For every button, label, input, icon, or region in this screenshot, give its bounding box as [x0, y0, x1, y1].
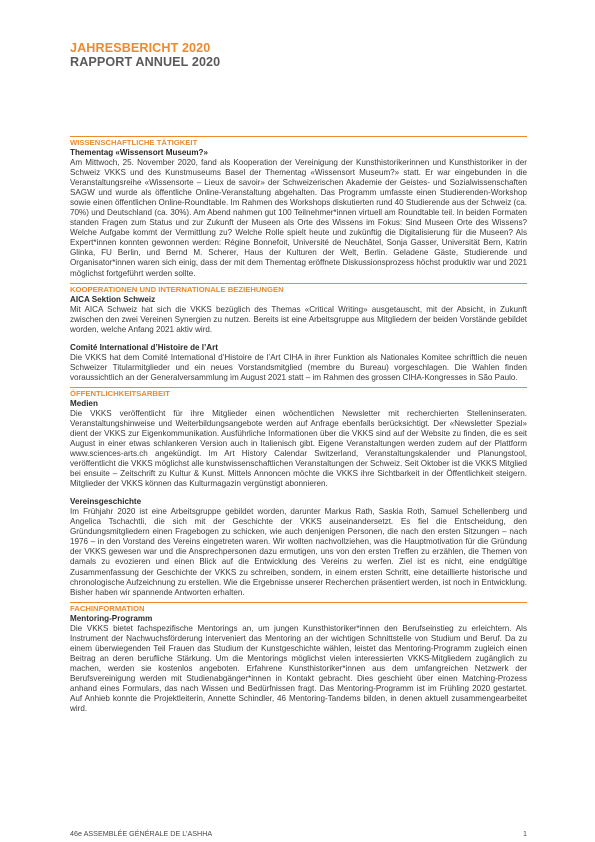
paragraph-vereinsgeschichte: Im Frühjahr 2020 ist eine Arbeitsgruppe gebildet worden, darunter Markus Rath, Saskia Roth, Samuel Schellenberg und Angelica Tschachtli, die sich mit der Geschichte der VKKS auseinandersetzt. Es fiel die Entscheidung, den Gründungsmitgliedern einen Fragebogen zu schicken, wie auch denjenigen Personen, die nach den ersten Sitzungen – nach 1976 – in den Vorstand des Vereins eingetreten waren. Wir wollten nachvollziehen, was die Hauptmotivation für die Gründung der VKKS gewesen war und die Ansprechpersonen dazu ermutigen, uns von den ersten Treffen zu erzählen, die Themen von damals zu evozieren und einen Blick auf die Entwicklung des Vereins zu werfen. Ziel ist es nicht, eine endgültige Zusammenfassung der Geschichte der VKKS zu schreiben, sondern, in einem ersten Schritt, eine detaillierte historische und chronologische Aufzeichnung zu erstellen. Wie die Ergebnisse unserer Recherchen präsentiert werden, ist noch in Entwicklung. Bisher haben wir spannende Antworten erhalten.	[70, 507, 527, 597]
subheading-aica: AICA Sektion Schweiz	[70, 294, 156, 304]
section-kooperationen	[70, 283, 527, 383]
page-number: 1	[523, 829, 527, 838]
paragraph-ciha: Die VKKS hat dem Comité International d’Histoire de l’Art CIHA in ihrer Funktion als Nationales Komitee schriftlich die neuen Schweizer Titularmitglieder und ein neues Vorstandsmitglied (membre du Bureau) vorgeschlagen. Die Wahlen finden voraussichtlich an der Generalversammlung im August 2021 statt – im Rahmen des grossen CIHA-Kongresses in São Paulo.	[70, 352, 527, 382]
page-footer	[70, 829, 527, 838]
section-heading: WISSENSCHAFTLICHE TÄTIGKEIT	[70, 138, 198, 147]
section-fachinformation	[70, 602, 527, 714]
report-title-french: RAPPORT ANNUEL 2020	[70, 55, 221, 69]
section-heading: FACHINFORMATION	[70, 603, 145, 613]
section-wissenschaftliche-taetigkeit	[70, 136, 527, 279]
subheading-medien: Medien	[70, 398, 98, 408]
paragraph-mentoring: Die VKKS bietet fachspezifische Mentorings an, um jungen Kunsthistoriker*innen den Berufseinstieg zu erleichtern. Als Instrument der Nachwuchsförderung interveniert das Mentoring an der wichtigen Schnittstelle von Studium und Beruf. Da zu einem überwiegenden Teil Frauen das Studium der Kunstgeschichte wählen, leistet das Mentoring-Programm zugleich einen Beitrag an deren berufliche Stärkung. Um die Mentorings möglichst vielen interessierten VKKS-Mitgliedern zugänglich zu machen, werden sie kostenlos angeboten. Erfahrene Kunsthistoriker*innen aus dem umfangreichen Netzwerk der Berufsvereinigung werden mit Studienabgänger*innen in Kontakt gebracht. Dies geschieht über einen Matching-Prozess anhand eines Formulars, das nach Wissen und Bedürfnissen fragt. Das Mentoring-Programm ist im Frühling 2020 gestartet. Auf Anhieb konnte die Projektleiterin, Annette Schindler, 46 Mentoring-Tandems bilden, in denen aktuell zusammengearbeitet wird.	[70, 623, 527, 714]
subheading-mentoring: Mentoring-Programm	[70, 613, 153, 623]
paragraph-aica: Mit AICA Schweiz hat sich die VKKS bezüglich des Themas «Critical Writing» ausgetauscht, mit der Absicht, in Zukunft zwischen den zwei Vereinen Synergien zu nutzen. Bereits ist eine Arbeitsgruppe aus Mitgliedern der beiden Vorstände gebildet worden, welche Anfang 2021 aktiv wird.	[70, 304, 527, 334]
paragraph-thementag: Am Mittwoch, 25. November 2020, fand als Kooperation der Vereinigung der Kunsthistorikerinnen und Kunsthistoriker in der Schweiz VKKS und des Kunstmuseums Basel der Thementag «Wissensort Museum?» statt. Er war eingebunden in die Veranstaltungsreihe «Wissensorte – Lieux de savoir» der Schweizerischen Akademie der Geistes- und Sozialwissenschaften SAGW und wurde als öffentliche Online-Veranstaltung abgehalten. Das Programm umfasste einen Studierenden-Workshop sowie einen öffentlichen Online-Roundtable. Im Rahmen des Workshops diskutierten rund 40 Studierende aus der Schweiz (ca. 70%) und Deutschland (ca. 30%). Am Abend nahmen gut 100 Teilnehmer*innen virtuell am Roundtable teil. In beiden Formaten standen Fragen zum Status und zur Zukunft der Museen als Orte des Wissens im Fokus: Sind Museen Orte des Wissens? Welche Aufgabe kommt der Vermittlung zu? Welche Rolle spielt heute und zukünftig die Digitalisierung für die Museen? Als Expert*innen konnten gewonnen werden: Régine Bonnefoit, Université de Neuchâtel, Sonja Gasser, Universität Bern, Katrin Glinka, FU Berlin, und Bernd M. Scherer, Haus der Kulturen der Welt, Berlin. Geladene Gäste, Studierende und Organisator*innen waren sich einig, dass der mit dem Thementag eröffnete Diskussionsprozess höchst produktiv war und 2021 möglichst fortgeführt werden sollte.	[70, 158, 527, 278]
section-heading: ÖFFENTLICHKEITSARBEIT	[70, 388, 170, 398]
subheading-thementag: Thementag «Wissensort Museum?»	[70, 148, 209, 157]
subheading-ciha: Comité International d’Histoire de l’Art	[70, 342, 218, 352]
paragraph-medien: Die VKKS veröffentlicht für ihre Mitglieder einen wöchentlichen Newsletter mit recherchierten Stelleninseraten. Veranstaltungshinweise und Weiterbildungsangebote werden auf Anfrage ebenfalls berücksichtigt. Der «Newsletter Spezial» dient der VKKS zur Eigenkommunikation. Ausführliche Informationen über die VKKS sind auf der Website zu finden, die es seit August in einer etwas schlankeren Version auch in Italienisch gibt. Eigene Veranstaltungen werden zudem auf der Plattform www.sciences-arts.ch angekündigt. Im Art History Calendar Switzerland, Veranstaltungskalender und Planungstool, veröffentlicht die VKKS möglichst alle kunstwissenschaftlichen Veranstaltungen der Schweiz. Seit Oktober ist die VKKS Mitglied bei ensuite – Zeitschrift zu Kultur & Kunst. Mittels Annoncen möchte die VKKS ihre Sichtbarkeit in der Öffentlichkeit steigern. Mitglieder der VKKS können das Kulturmagazin vergünstigt abonnieren.	[70, 408, 527, 489]
footer-assembly-label: 46e ASSEMBLÉE GÉNÉRALE DE L’ASHHA	[70, 829, 213, 838]
report-body	[70, 136, 527, 718]
section-oeffentlichkeitsarbeit	[70, 387, 527, 598]
subheading-vereinsgeschichte: Vereinsgeschichte	[70, 497, 142, 507]
report-title-german: JAHRESBERICHT 2020	[70, 41, 211, 55]
section-heading: KOOPERATIONEN UND INTERNATIONALE BEZIEHUNGEN	[70, 284, 284, 294]
